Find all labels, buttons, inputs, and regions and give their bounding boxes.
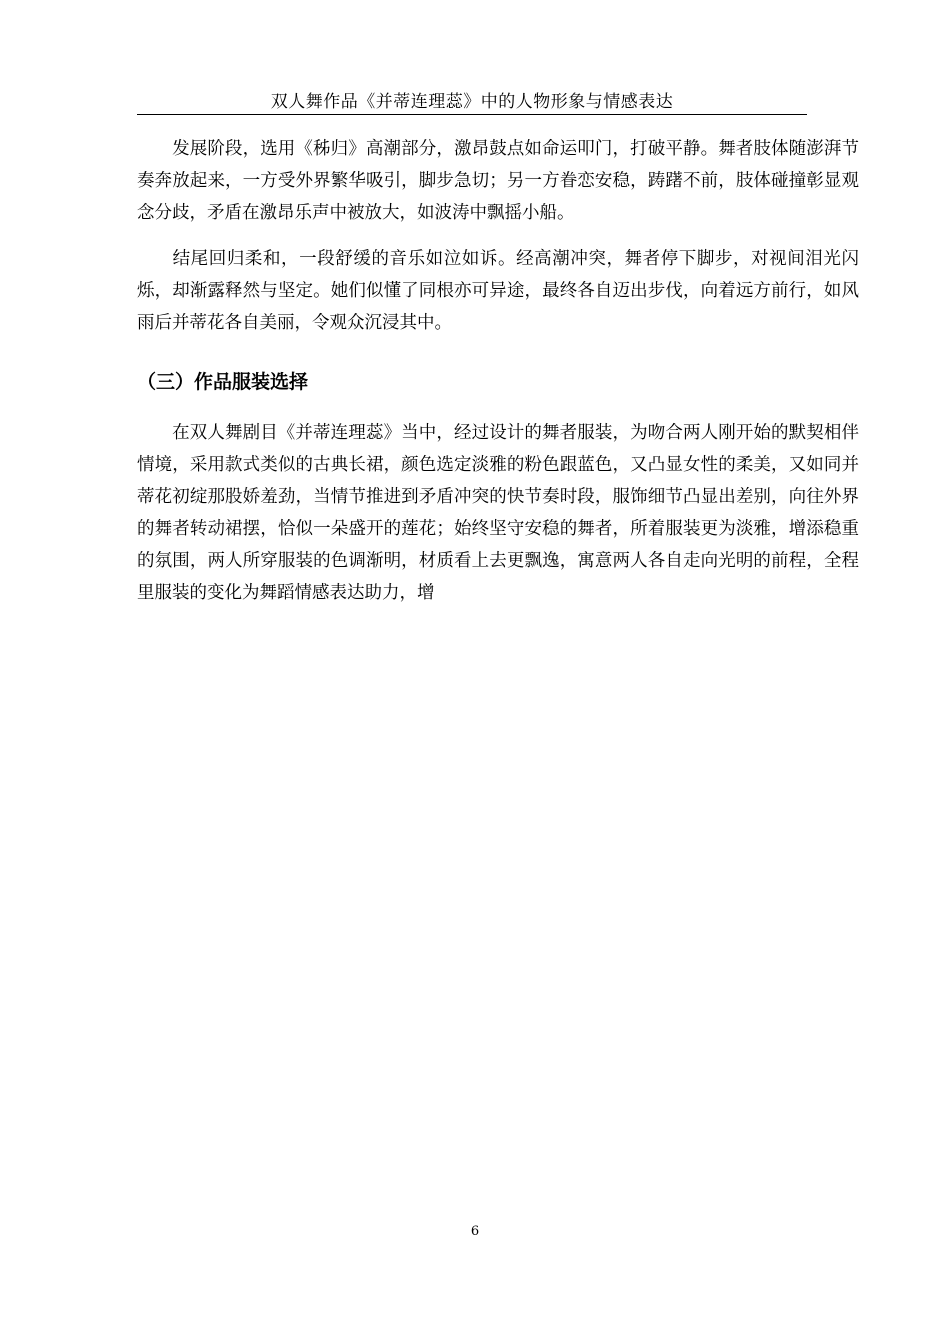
page-number: 6 (470, 1224, 480, 1239)
paragraph-development (137, 133, 859, 229)
paragraph-ending-text: 结尾回归柔和，一段舒缓的音乐如泣如诉。经高潮冲突，舞者停下脚步，对视间泪光闪烁，却渐露释然与坚定。她们似懂了同根亦可异途，最终各自迈出步伐，向着远方前行，如风雨后并蒂花各自美丽，令观众沉浸其中。 (137, 249, 859, 333)
paragraph-costume (137, 417, 859, 609)
running-header: 双人舞作品《并蒂连理蕊》中的人物形象与情感表达 (270, 92, 674, 112)
header-divider (137, 114, 807, 115)
section-heading: （三）作品服装选择 (137, 371, 309, 393)
paragraph-ending (137, 243, 859, 339)
paragraph-development-text: 发展阶段，选用《秭归》高潮部分，激昂鼓点如命运叩门，打破平静。舞者肢体随澎湃节奏奔放起来，一方受外界繁华吸引，脚步急切；另一方眷恋安稳，踌躇不前，肢体碰撞彰显观念分歧，矛盾在激昂乐声中被放大，如波涛中飘摇小船。 (137, 139, 859, 223)
paragraph-costume-text: 在双人舞剧目《并蒂连理蕊》当中，经过设计的舞者服装，为吻合两人刚开始的默契相伴情境，采用款式类似的古典长裙，颜色选定淡雅的粉色跟蓝色，又凸显女性的柔美，又如同并蒂花初绽那股娇羞劲，当情节推进到矛盾冲突的快节奏时段，服饰细节凸显出差别，向往外界的舞者转动裙摆，恰似一朵盛开的莲花；始终坚守安稳的舞者，所着服装更为淡雅，增添稳重的氛围，两人所穿服装的色调渐明，材质看上去更飘逸，寓意两人各自走向光明的前程，全程里服装的变化为舞蹈情感表达助力，增 (137, 423, 859, 603)
